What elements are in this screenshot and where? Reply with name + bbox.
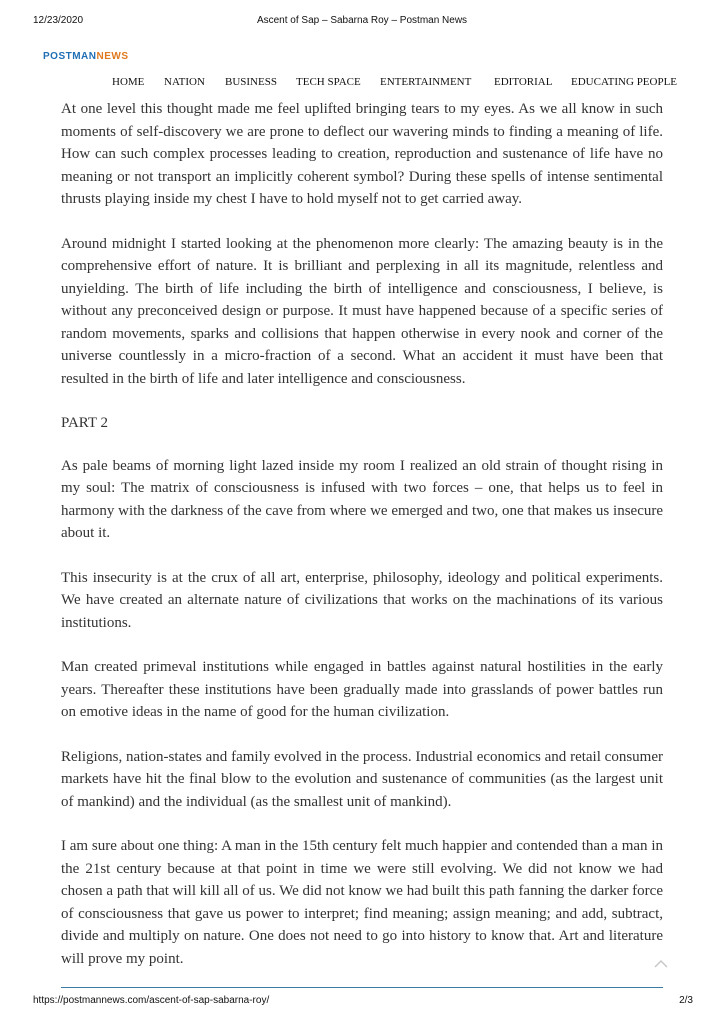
footer-divider: [61, 987, 663, 988]
print-header: [0, 15, 724, 29]
article-paragraph: As pale beams of morning light lazed inside my room I realized an old strain of thought rising in my soul: The matrix of consciousness is infused with two forces – one, that helps us to feel in harmony with the darkness of the cave from where we emerged and two, one that makes us insecure about it.: [61, 457, 663, 541]
print-url: https://postmannews.com/ascent-of-sap-sabarna-roy/: [33, 995, 270, 1006]
logo-part-postman: POSTMAN: [43, 51, 97, 62]
main-nav: [0, 76, 724, 92]
nav-nation[interactable]: NATION: [164, 76, 205, 88]
nav-business[interactable]: BUSINESS: [225, 76, 277, 88]
article-paragraph: Religions, nation-states and family evolved in the process. Industrial economics and retail consumer markets have hit the final blow to the evolution and sustenance of communities (as the largest unit of mankind) and the individual (as the smallest unit of mankind).: [61, 748, 663, 810]
print-page-number: 2/3: [679, 995, 693, 1006]
article-body: [61, 98, 663, 992]
article-paragraph: I am sure about one thing: A man in the 15th century felt much happier and contended than a man in the 21st century because at that point in time we were still evolving. We did not know we had chosen a path that will kill all of us. We did not know we had built this path fanning the darker force of consciousness that gave us power to interpret; find meaning; assign meaning; and add, subtract, divide and multiply on nature. One does not need to go into history to know that. Art and literature will prove my point.: [61, 838, 663, 967]
logo-part-news: NEWS: [96, 51, 129, 62]
scroll-to-top-button[interactable]: [653, 956, 669, 968]
article-paragraph: At one level this thought made me feel uplifted bringing tears to my eyes. As we all know in such moments of self-discovery we are prone to deflect our wavering minds to finding a meaning of life. How can such complex processes leading to creation, reproduction and sustenance of life have no meaning or not transport an implicitly coherent symbol? During these spells of intense sentimental thrusts playing inside my chest I have to hold myself not to get carried away.: [61, 101, 663, 207]
chevron-up-icon: [653, 957, 669, 969]
nav-home[interactable]: HOME: [112, 76, 145, 88]
article-paragraph: Around midnight I started looking at the phenomenon more clearly: The amazing beauty is in the comprehensive effort of nature. It is brilliant and perplexing in all its magnitude, relentless and unyielding. The birth of life including the birth of intelligence and consciousness, I believe, is without any preconceived design or purpose. It must have happened because of a specific series of random movements, sparks and collisions that happen otherwise in every nook and corner of the universe countlessly in a micro-fraction of a second. What an accident it must have been that resulted in the birth of life and later intelligence and consciousness.: [61, 235, 663, 387]
section-heading: PART 2: [61, 415, 109, 431]
article-paragraph: Man created primeval institutions while engaged in battles against natural hostilities in the early years. Thereafter these institutions have been gradually made into grasslands of power battles run on emotive ideas in the name of good for the human civilization.: [61, 659, 663, 720]
site-logo[interactable]: [43, 51, 129, 62]
nav-tech-space[interactable]: TECH SPACE: [296, 76, 361, 88]
print-page-title: Ascent of Sap – Sabarna Roy – Postman News: [256, 15, 468, 26]
article-paragraph: This insecurity is at the crux of all art, enterprise, philosophy, ideology and political experiments. We have created an alternate nature of civilizations that works on the machinations of its various institutions.: [61, 569, 663, 631]
nav-educating-people[interactable]: EDUCATING PEOPLE: [571, 76, 678, 88]
print-date: 12/23/2020: [33, 15, 84, 26]
nav-editorial[interactable]: EDITORIAL: [494, 76, 553, 88]
nav-entertainment[interactable]: ENTERTAINMENT: [380, 76, 472, 88]
print-footer: [0, 995, 724, 1009]
